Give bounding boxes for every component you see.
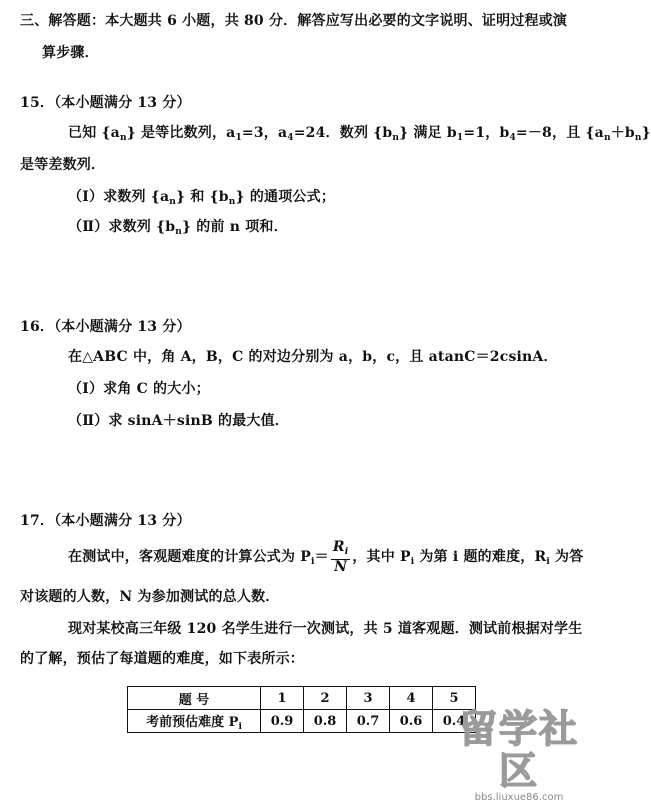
table-cell-difficulty-3: 0.7 xyxy=(347,710,390,733)
table-row-question-number xyxy=(128,687,476,710)
q17-stem-line2: 对该题的人数，N 为参加测试的总人数． xyxy=(20,589,280,605)
table-header-difficulty: 考前预估难度 $P_i$ xyxy=(128,710,261,733)
section-header-line1: 三、解答题：本大题共 6 小题，共 80 分．解答应写出必要的文字说明、证明过程或演 xyxy=(20,13,568,29)
table-cell-number-4: 4 xyxy=(390,687,433,710)
q15-stem-line1: 已知 $\{a_n\}$ 是等比数列，$a_1=3$，$a_4=24$．数列 $\{b_n\}$ 满足 $b_1=1$，$b_4=-8$，且 $\{a_n+b_n\}$ xyxy=(68,125,651,143)
q16-part1: （Ⅰ）求角 C 的大小； xyxy=(68,381,210,397)
table-header-question-number: 题 号 xyxy=(128,687,261,710)
table-cell-difficulty-1: 0.9 xyxy=(261,710,304,733)
table-cell-number-5: 5 xyxy=(433,687,476,710)
difficulty-formula-fraction: $\frac{R_i}{N}$ xyxy=(332,539,349,575)
table-cell-difficulty-4: 0.6 xyxy=(390,710,433,733)
q16-part2: （Ⅱ）求 sinA＋sinB 的最大值． xyxy=(68,413,289,429)
table-cell-difficulty-5: 0.4 xyxy=(433,710,476,733)
q16-title: 16．（本小题满分 13 分） xyxy=(20,319,191,335)
table-row-difficulty xyxy=(128,710,476,733)
q15-title: 15．（本小题满分 13 分） xyxy=(20,95,191,111)
watermark-url: bbs.liuxue86.com xyxy=(474,792,564,803)
section-header-line2: 算步骤． xyxy=(42,45,99,61)
table-cell-number-1: 1 xyxy=(261,687,304,710)
site-watermark xyxy=(440,707,598,803)
table-cell-difficulty-2: 0.8 xyxy=(304,710,347,733)
watermark-logo: 留学社区 xyxy=(458,707,579,793)
q17-stem-line4: 的了解，预估了每道题的难度，如下表所示： xyxy=(20,651,304,667)
table-cell-number-3: 3 xyxy=(347,687,390,710)
table-cell-number-2: 2 xyxy=(304,687,347,710)
q17-stem-line1: 在测试中，客观题难度的计算公式为 $P_i=$ $\frac{R_i}{N}$ ，其中 $P_i$ 为第 i 题的难度，$R_i$ 为答 xyxy=(68,539,584,575)
q17-stem-line3: 现对某校高三年级 120 名学生进行一次测试，共 5 道客观题．测试前根据对学生 xyxy=(68,621,583,637)
q16-stem: 在△ABC 中，角 A，B，C 的对边分别为 a，b，c，且 atanC＝2csinA． xyxy=(68,349,558,365)
q15-part1: （Ⅰ）求数列 $\{a_n\}$ 和 $\{b_n\}$ 的通项公式； xyxy=(68,189,336,207)
q15-stem-line2: 是等差数列． xyxy=(20,157,106,173)
difficulty-table xyxy=(127,686,476,733)
q15-part2: （Ⅱ）求数列 $\{b_n\}$ 的前 n 项和． xyxy=(68,219,288,237)
q17-title: 17．（本小题满分 13 分） xyxy=(20,513,191,529)
